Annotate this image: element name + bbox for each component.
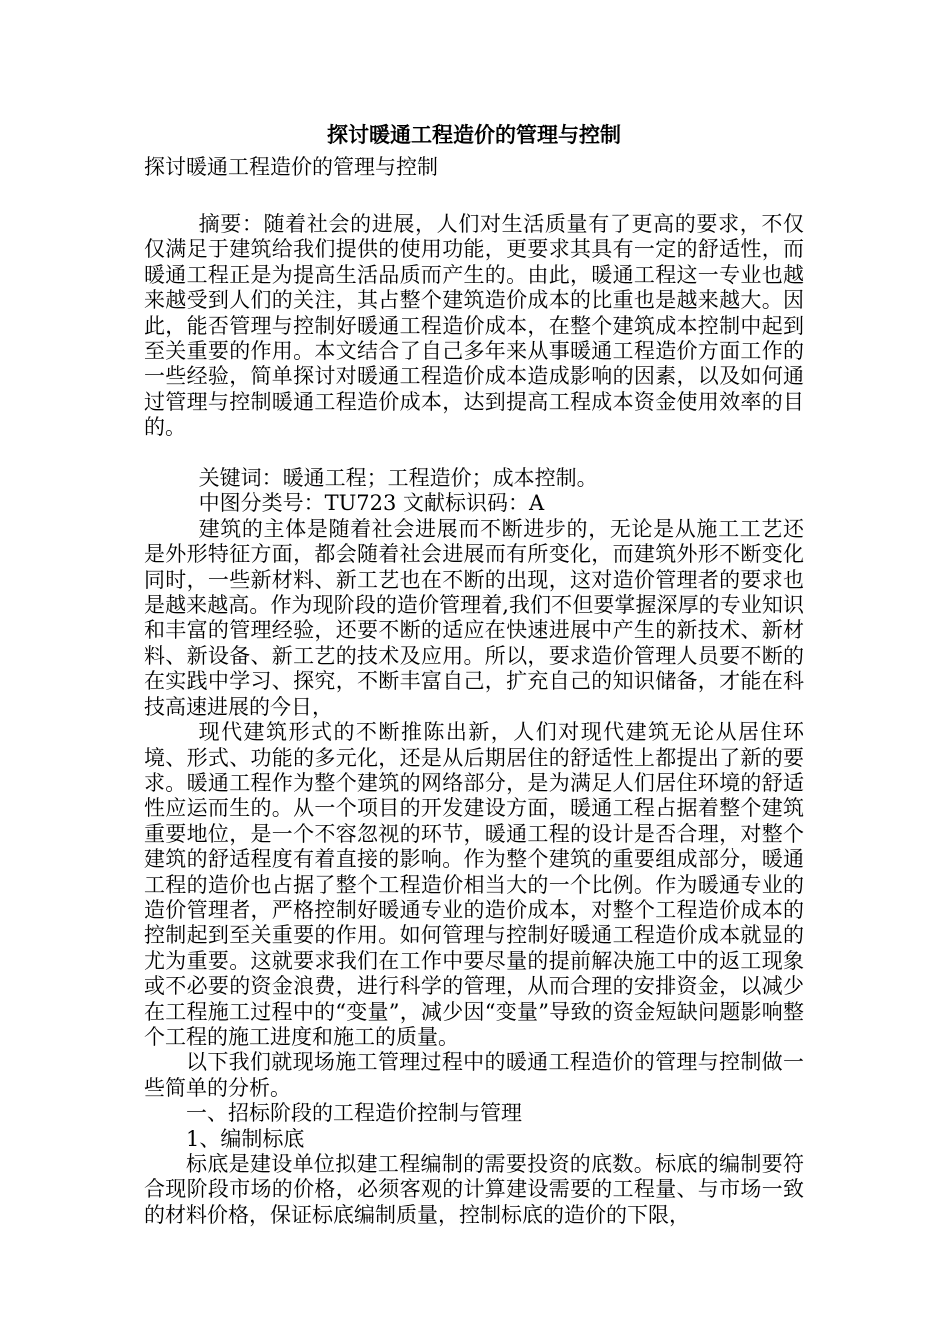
body-paragraph: 标底是建设单位拟建工程编制的需要投资的底数。标底的编制要符合现阶段市场的价格，必须客观的计算建设需要的工程量、与市场一致的材料价格，保证标底编制质量，控制标底的造价的下限， bbox=[144, 1152, 804, 1227]
paragraph-gap bbox=[144, 441, 804, 466]
body-paragraph: 现代建筑形式的不断推陈出新，人们对现代建筑无论从居住环境、形式、功能的多元化，还是从后期居住的舒适性上都提出了新的要求。暖通工程作为整个建筑的网络部分，是为满足人们居住环境的舒适性应运而生的。从一个项目的开发建设方面，暖通工程占据着整个建筑重要地位，是一个不容忽视的环节，暖通工程的设计是否合理，对整个建筑的舒适程度有着直接的影响。作为整个建筑的重要组成部分，暖通工程的造价也占据了整个工程造价相当大的一个比例。作为暖通专业的造价管理者，严格控制好暖通专业的造价成本，对整个工程造价成本的控制起到至关重要的作用。如何管理与控制好暖通工程造价成本就显的尤为重要。这就要求我们在工作中要尽量的提前解决施工中的返工现象或不必要的资金浪费，进行科学的管理，从而合理的安排资金，以减少在工程施工过程中的“变量”，减少因“变量”导致的资金短缺问题影响整个工程的施工进度和施工的质量。 bbox=[144, 720, 804, 1049]
section-heading: 一、招标阶段的工程造价控制与管理 bbox=[186, 1101, 522, 1126]
document-title: 探讨暖通工程造价的管理与控制 bbox=[327, 122, 621, 147]
document-subtitle: 探讨暖通工程造价的管理与控制 bbox=[144, 155, 438, 179]
body-paragraph: 以下我们就现场施工管理过程中的暖通工程造价的管理与控制做一些简单的分析。 bbox=[144, 1050, 804, 1100]
abstract-paragraph: 摘要：随着社会的进展，人们对生活质量有了更高的要求，不仅仅满足于建筑给我们提供的使用功能，更要求其具有一定的舒适性，而暖通工程正是为提高生活品质而产生的。由此，暖通工程这一专业也越来越受到人们的关注，其占整个建筑造价成本的比重也是越来越大。因此，能否管理与控制好暖通工程造价成本，在整个建筑成本控制中起到至关重要的作用。本文结合了自己多年来从事暖通工程造价方面工作的一些经验，简单探讨对暖通工程造价成本造成影响的因素，以及如何通过管理与控制暖通工程造价成本，达到提高工程成本资金使用效率的目的。 bbox=[144, 212, 804, 440]
body-paragraph: 建筑的主体是随着社会进展而不断进步的，无论是从施工工艺还是外形特征方面，都会随着社会进展而有所变化，而建筑外形不断变化同时，一些新材料、新工艺也在不断的出现，这对造价管理者的要求也是越来越高。作为现阶段的造价管理着,我们不但要掌握深厚的专业知识和丰富的管理经验，还要不断的适应在快速进展中产生的新技术、新材料、新设备、新工艺的技术及应用。所以，要求造价管理人员要不断的在实践中学习、探究，不断丰富自己，扩充自己的知识储备，才能在科技高速进展的今日， bbox=[144, 516, 804, 719]
classification-line: 中图分类号：TU723 文献标识码：A bbox=[198, 491, 545, 516]
document-page bbox=[144, 118, 804, 1228]
subsection-heading: 1、编制标底 bbox=[186, 1126, 305, 1151]
keywords-line: 关键词：暖通工程；工程造价；成本控制。 bbox=[198, 466, 598, 491]
